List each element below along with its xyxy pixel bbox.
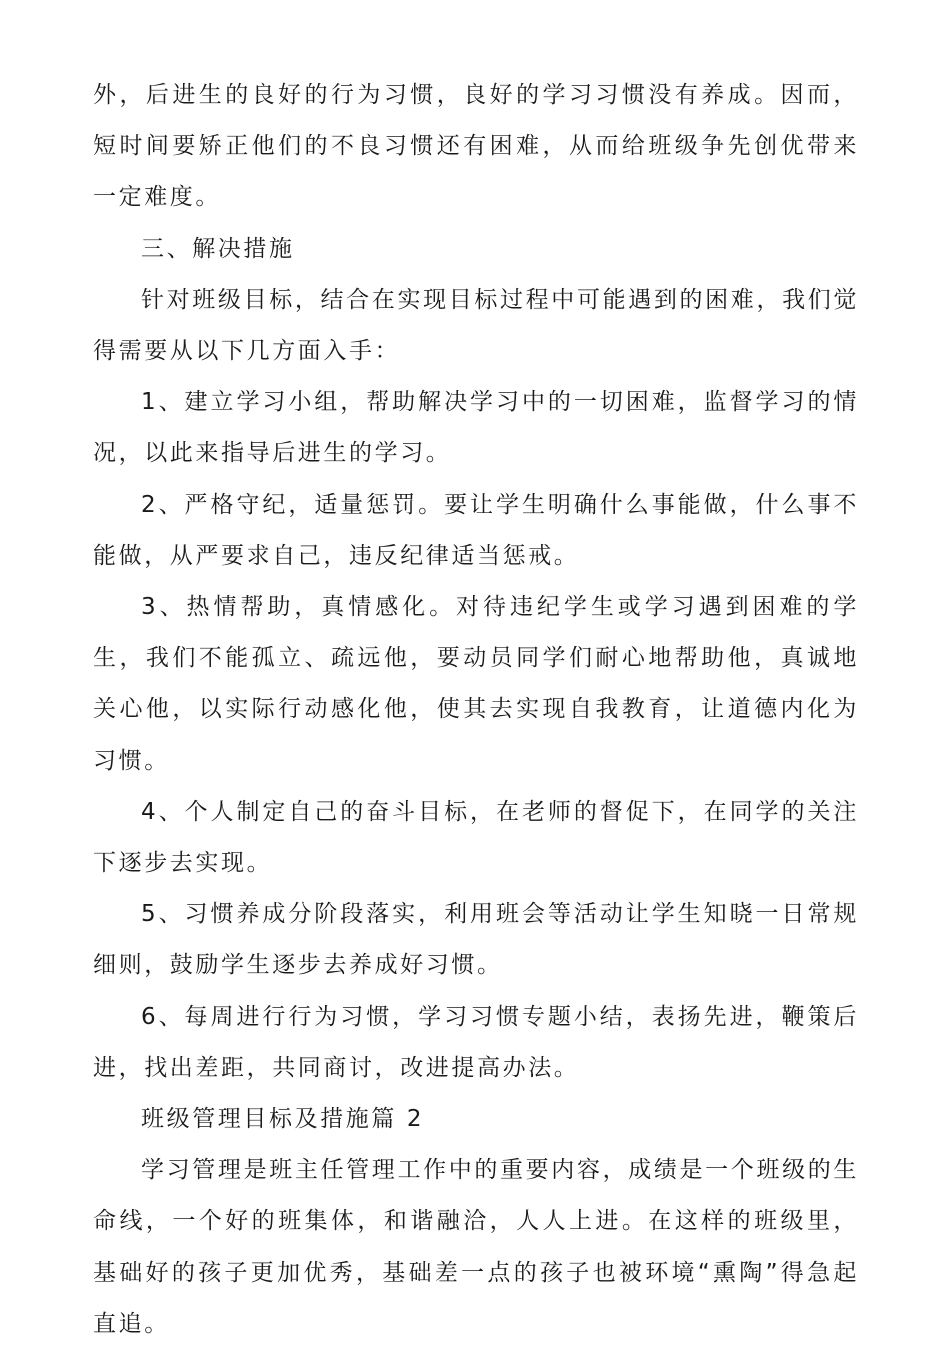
list-item-3: 3、热情帮助，真情感化。对待违纪学生或学习遇到困难的学生，我们不能孤立、疏远他，要动员同学们耐心地帮助他，真诚地关心他，以实际行动感化他，使其去实现自我教育，让道德内化为习惯。 xyxy=(93,594,859,774)
list-item-2: 2、严格守纪，适量惩罚。要让学生明确什么事能做，什么事不能做，从严要求自己，违反纪律适当惩戒。 xyxy=(93,491,859,569)
list-item-6: 6、每周进行行为习惯，学习习惯专题小结，表扬先进，鞭策后进，找出差距，共同商讨，改进提高办法。 xyxy=(93,1003,859,1081)
list-item-1: 1、建立学习小组，帮助解决学习中的一切困难，监督学习的情况，以此来指导后进生的学习。 xyxy=(93,389,859,467)
section-heading-solutions: 三、解决措施 xyxy=(141,235,295,262)
paragraph-learning-management: 学习管理是班主任管理工作中的重要内容，成绩是一个班级的生命线，一个好的班集体，和谐融洽，人人上进。在这样的班级里，基础好的孩子更加优秀，基础差一点的孩子也被环境“熏陶”得急起直追。 xyxy=(93,1157,859,1337)
paragraph-intro: 针对班级目标，结合在实现目标过程中可能遇到的困难，我们觉得需要从以下几方面入手： xyxy=(93,286,859,365)
paragraph-continuation: 外，后进生的良好的行为习惯，良好的学习习惯没有养成。因而，短时间要矫正他们的不良习惯还有困难，从而给班级争先创优带来一定难度。 xyxy=(93,82,859,211)
document-body xyxy=(93,70,859,1350)
list-item-5: 5、习惯养成分阶段落实，利用班会等活动让学生知晓一日常规细则，鼓励学生逐步去养成好习惯。 xyxy=(93,901,859,979)
list-item-4: 4、个人制定自己的奋斗目标，在老师的督促下，在同学的关注下逐步去实现。 xyxy=(93,798,859,877)
article-title-part-2: 班级管理目标及措施篇 2 xyxy=(141,1106,425,1133)
